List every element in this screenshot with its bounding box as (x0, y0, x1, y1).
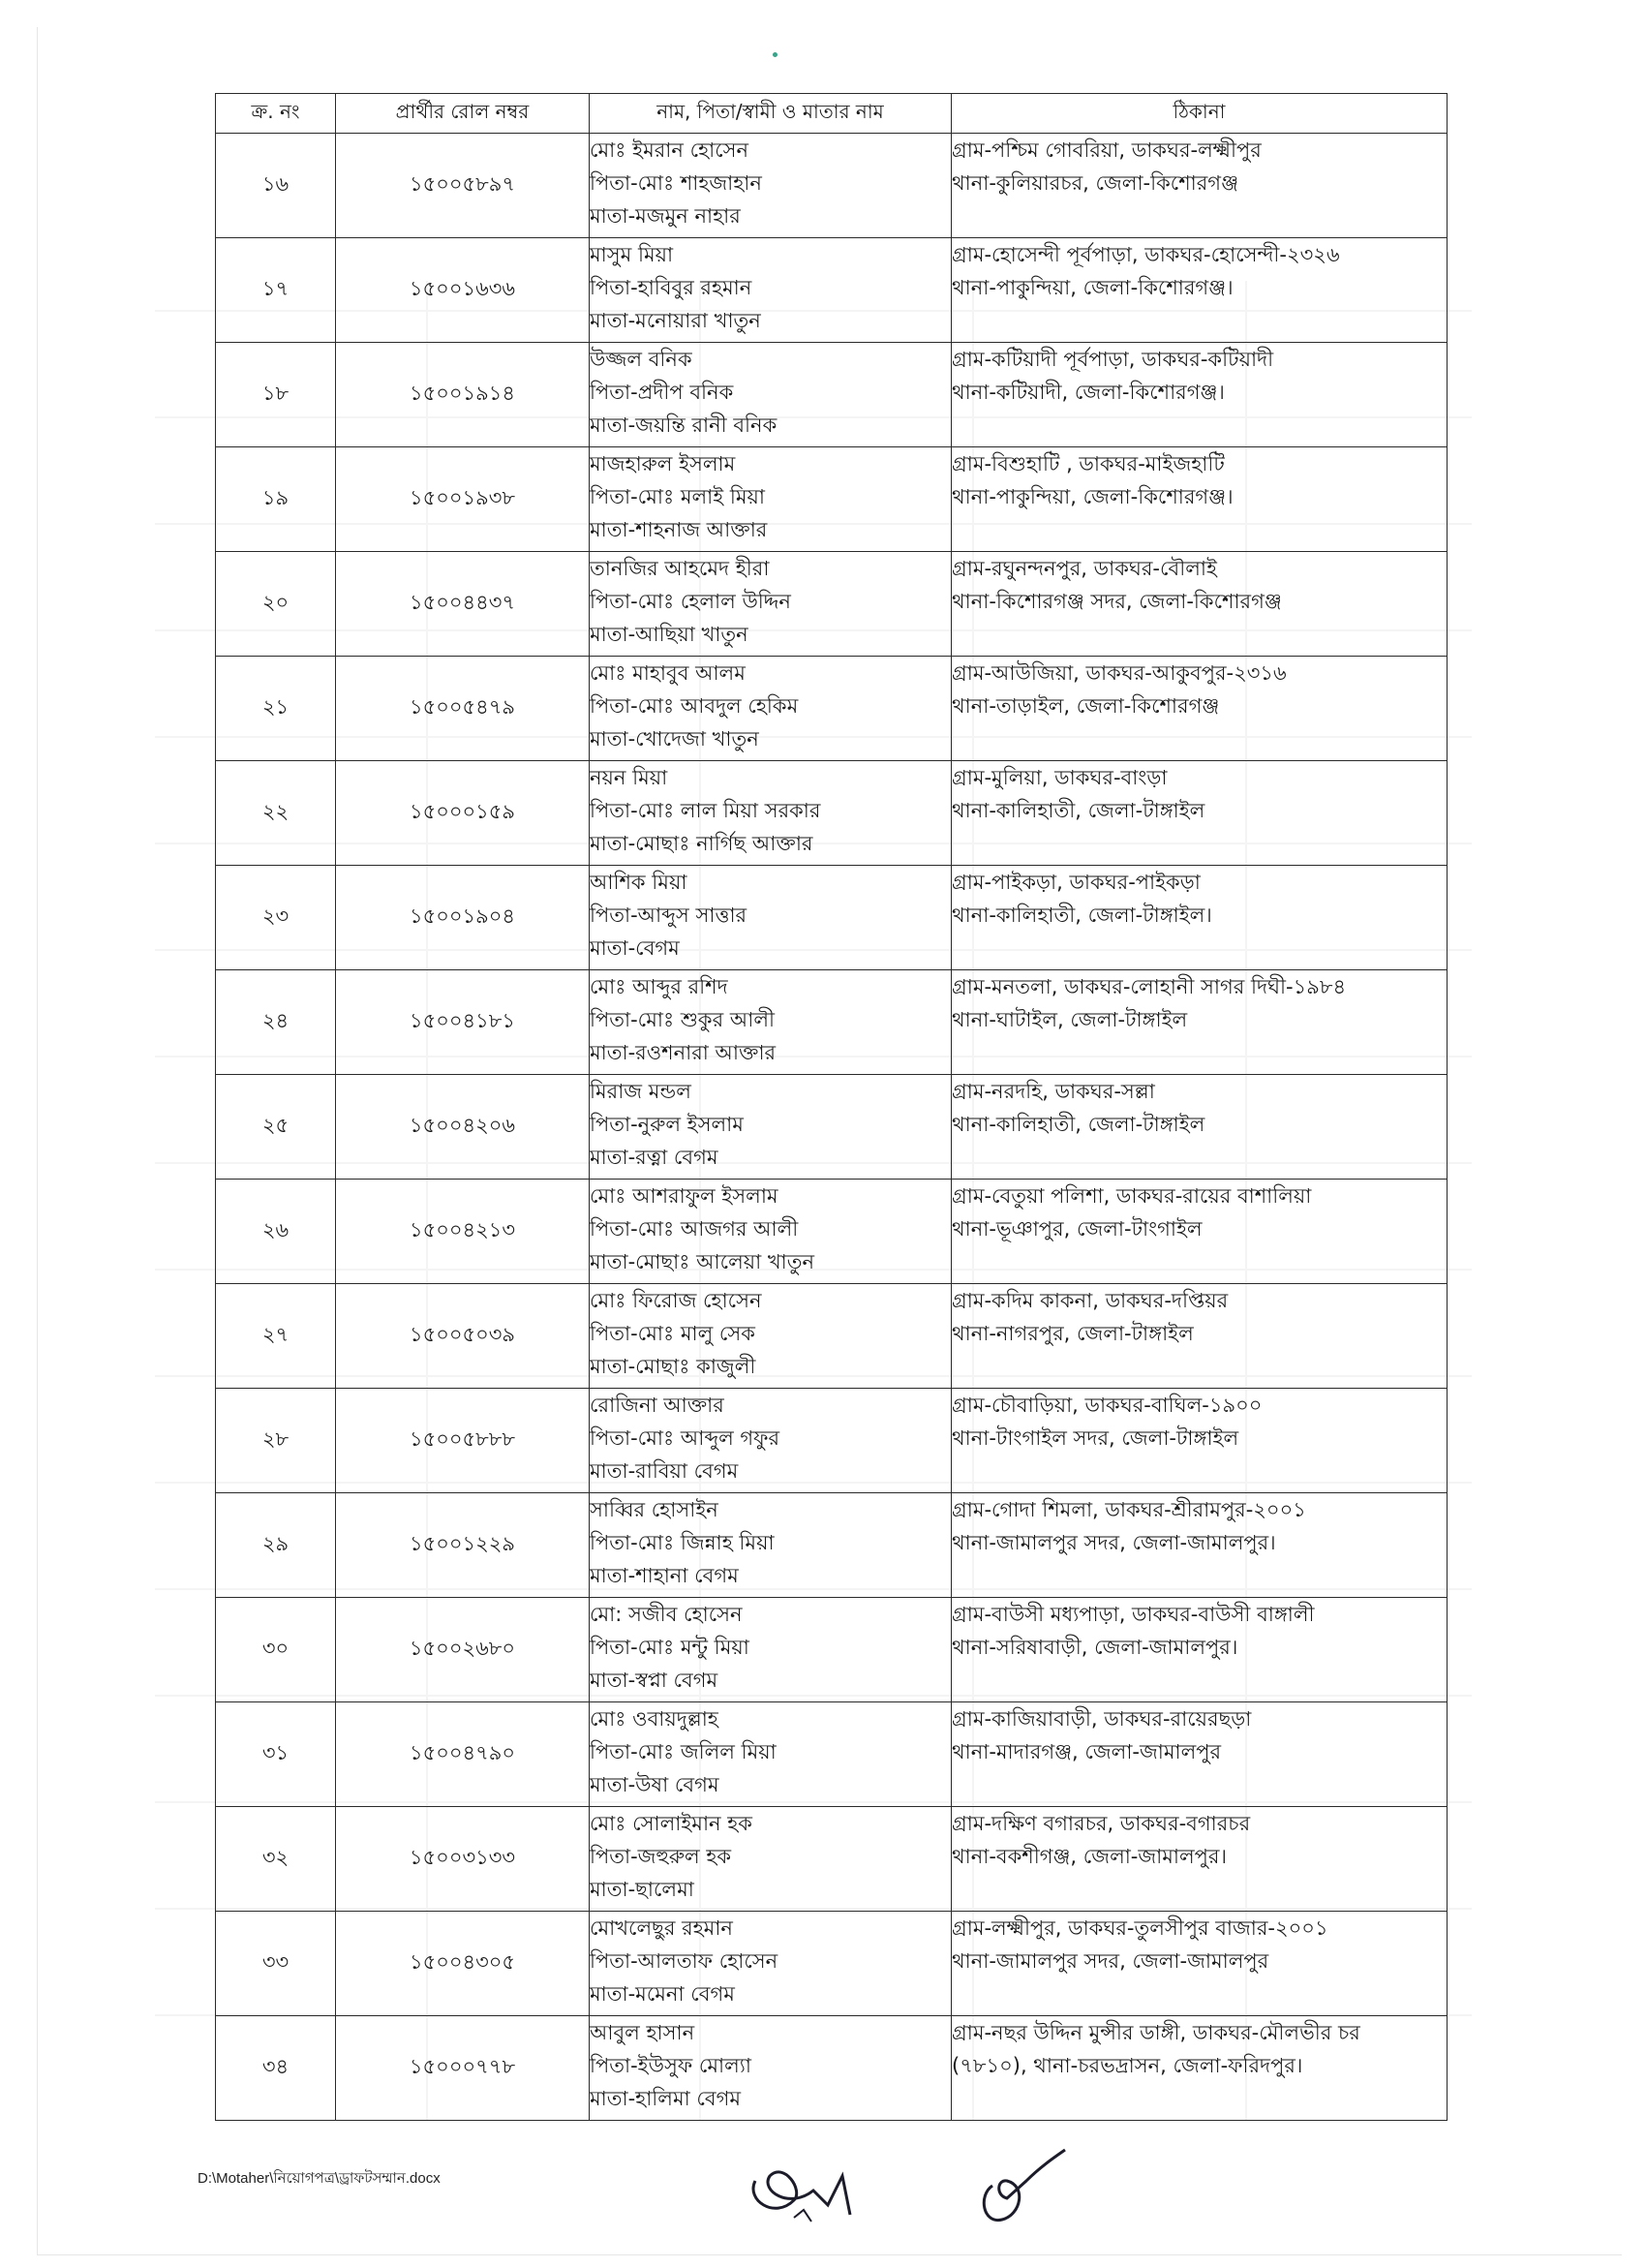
father-name: পিতা-ইউসুফ মোল্যা (590, 2054, 751, 2077)
table-row (216, 447, 1448, 552)
table-row (216, 1493, 1448, 1598)
table-row (216, 1598, 1448, 1702)
table-row (216, 657, 1448, 761)
table-header-row (216, 94, 1448, 134)
table-row (216, 552, 1448, 657)
address-line-1: গ্রাম-কটিয়াদী পূর্বপাড়া, ডাকঘর-কটিয়াদী (952, 348, 1274, 371)
table-row (216, 1284, 1448, 1389)
cell-name (590, 1284, 952, 1389)
candidate-name: মোঃ মাহাবুব আলম (590, 661, 746, 685)
cell-name (590, 552, 952, 657)
candidate-name: মাসুম মিয়া (590, 243, 674, 266)
cell-roll: ১৫০০২৬৮০ (336, 1598, 590, 1702)
cell-name (590, 447, 952, 552)
cell-address (952, 657, 1448, 761)
mother-name: মাতা-রত্না বেগম (590, 1146, 718, 1169)
candidate-name: মিরাজ মন্ডল (590, 1080, 691, 1103)
candidate-name: নয়ন মিয়া (590, 766, 668, 789)
mother-name: মাতা-মজমুন নাহার (590, 204, 741, 228)
cell-serial: ২৮ (216, 1389, 336, 1493)
candidate-name: রোজিনা আক্তার (590, 1394, 724, 1417)
cell-roll: ১৫০০১৬৩৬ (336, 238, 590, 343)
address-line-2: থানা-কুলিয়ারচর, জেলা-কিশোরগঞ্জ (952, 171, 1239, 195)
mother-name: মাতা-শাহনাজ আক্তার (590, 518, 768, 541)
address-line-2: থানা-পাকুন্দিয়া, জেলা-কিশোরগঞ্জ। (952, 276, 1234, 299)
cell-address (952, 134, 1448, 238)
address-line-2: থানা-ঘাটাইল, জেলা-টাঙ্গাইল (952, 1008, 1188, 1031)
footer-file-path: D:\Motaher\নিয়োগপত্র\ড্রাফটসম্মান.docx (198, 2170, 441, 2187)
table-row (216, 238, 1448, 343)
address-line-1: গ্রাম-নছর উদ্দিন মুন্সীর ডাঙ্গী, ডাকঘর-মৌলভীর চর (952, 2021, 1360, 2044)
address-line-2: থানা-সরিষাবাড়ী, জেলা-জামালপুর। (952, 1636, 1238, 1659)
mother-name: মাতা-মমেনা বেগম (590, 1982, 735, 2006)
cell-roll: ১৫০০৪৭৯০ (336, 1702, 590, 1807)
cell-serial: ২৪ (216, 970, 336, 1075)
cell-name (590, 134, 952, 238)
father-name: পিতা-মোঃ আবদুল হেকিম (590, 694, 799, 718)
address-line-2: থানা-ভূঞাপুর, জেলা-টাংগাইল (952, 1217, 1203, 1241)
cell-address (952, 1702, 1448, 1807)
cell-address (952, 1912, 1448, 2016)
candidate-name: মো: সজীব হোসেন (590, 1603, 743, 1626)
ink-dot (773, 52, 777, 57)
table-row (216, 1389, 1448, 1493)
header-roll: প্রার্থীর রোল নম্বর (336, 94, 590, 134)
address-line-1: গ্রাম-নরদহি, ডাকঘর-সল্লা (952, 1080, 1155, 1103)
cell-serial: ২০ (216, 552, 336, 657)
cell-roll: ১৫০০১৯০৪ (336, 866, 590, 970)
cell-serial: ২৩ (216, 866, 336, 970)
address-line-1: গ্রাম-হোসেন্দী পূর্বপাড়া, ডাকঘর-হোসেন্দী-২৩২৬ (952, 243, 1340, 266)
cell-name (590, 238, 952, 343)
cell-name (590, 761, 952, 866)
mother-name: মাতা-মোছাঃ কাজুলী (590, 1355, 756, 1378)
address-line-1: গ্রাম-বেতুয়া পলিশা, ডাকঘর-রায়ের বাশালিয়া (952, 1184, 1312, 1208)
address-line-2: থানা-টাংগাইল সদর, জেলা-টাঙ্গাইল (952, 1426, 1239, 1450)
address-line-2: থানা-কিশোরগঞ্জ সদর, জেলা-কিশোরগঞ্জ (952, 590, 1282, 613)
cell-roll: ১৫০০৪২১৩ (336, 1180, 590, 1284)
table-row (216, 1180, 1448, 1284)
address-line-1: গ্রাম-গোদা শিমলা, ডাকঘর-শ্রীরামপুর-২০০১ (952, 1498, 1306, 1521)
mother-name: মাতা-ছালেমা (590, 1878, 694, 1901)
cell-roll: ১৫০০১৯৩৮ (336, 447, 590, 552)
cell-roll: ১৫০০৪২০৬ (336, 1075, 590, 1180)
address-line-1: গ্রাম-লক্ষ্মীপুর, ডাকঘর-তুলসীপুর বাজার-২০০১ (952, 1916, 1328, 1940)
cell-name (590, 657, 952, 761)
candidate-name: মাজহারুল ইসলাম (590, 452, 736, 475)
cell-address (952, 1389, 1448, 1493)
father-name: পিতা-জহুরুল হক (590, 1845, 732, 1868)
candidate-name: সাব্বির হোসাইন (590, 1498, 718, 1521)
cell-address (952, 866, 1448, 970)
mother-name: মাতা-খোদেজা খাতুন (590, 727, 759, 751)
mother-name: মাতা-মনোয়ারা খাতুন (590, 309, 761, 332)
father-name: পিতা-মোঃ জিন্নাহ মিয়া (590, 1531, 775, 1554)
cell-address (952, 343, 1448, 447)
address-line-1: গ্রাম-রঘুনন্দনপুর, ডাকঘর-বৌলাই (952, 557, 1217, 580)
father-name: পিতা-আলতাফ হোসেন (590, 1949, 778, 1973)
cell-address (952, 970, 1448, 1075)
cell-roll: ১৫০০৪৩০৫ (336, 1912, 590, 2016)
mother-name: মাতা-জয়ন্তি রানী বনিক (590, 414, 777, 437)
father-name: পিতা-মোঃ মন্টু মিয়া (590, 1636, 749, 1659)
candidate-name: মোঃ আব্দুর রশিদ (590, 975, 728, 998)
cell-roll: ১৫০০৫৪৭৯ (336, 657, 590, 761)
mother-name: মাতা-রওশনারা আক্তার (590, 1041, 777, 1064)
signature-1 (736, 2142, 871, 2229)
candidate-name: মোঃ ইমরান হোসেন (590, 138, 749, 162)
cell-serial: ৩০ (216, 1598, 336, 1702)
candidate-name: মোঃ ফিরোজ হোসেন (590, 1289, 762, 1312)
candidate-name: তানজির আহমেদ হীরা (590, 557, 770, 580)
table-row (216, 970, 1448, 1075)
cell-serial: ৩৪ (216, 2016, 336, 2121)
cell-roll: ১৫০০৫৮৮৮ (336, 1389, 590, 1493)
mother-name: মাতা-হালিমা বেগম (590, 2087, 742, 2110)
candidate-name: মোঃ আশরাফুল ইসলাম (590, 1184, 778, 1208)
father-name: পিতা-মোঃ জলিল মিয়া (590, 1740, 777, 1763)
candidate-name: মোখলেছুর রহমান (590, 1916, 733, 1940)
cell-name (590, 1912, 952, 2016)
candidate-name: উজ্জল বনিক (590, 348, 692, 371)
mother-name: মাতা-রাবিয়া বেগম (590, 1459, 739, 1483)
address-line-1: গ্রাম-বাউসী মধ্যপাড়া, ডাকঘর-বাউসী বাঙ্গালী (952, 1603, 1315, 1626)
cell-roll: ১৫০০৩১৩৩ (336, 1807, 590, 1912)
header-serial: ক্র. নং (216, 94, 336, 134)
cell-roll: ১৫০০০৭৭৮ (336, 2016, 590, 2121)
cell-roll: ১৫০০৫৮৯৭ (336, 134, 590, 238)
cell-address (952, 2016, 1448, 2121)
cell-roll: ১৫০০০১৫৯ (336, 761, 590, 866)
cell-address (952, 552, 1448, 657)
father-name: পিতা-মোঃ মালু সেক (590, 1322, 755, 1345)
father-name: পিতা-মোঃ হেলাল উদ্দিন (590, 590, 791, 613)
cell-address (952, 1075, 1448, 1180)
cell-roll: ১৫০০৪১৮১ (336, 970, 590, 1075)
address-line-2: থানা-কালিহাতী, জেলা-টাঙ্গাইল (952, 799, 1205, 822)
address-line-2: থানা-পাকুন্দিয়া, জেলা-কিশোরগঞ্জ। (952, 485, 1234, 508)
table-row (216, 1702, 1448, 1807)
cell-serial: ২৬ (216, 1180, 336, 1284)
table-row (216, 343, 1448, 447)
father-name: পিতা-হাবিবুর রহমান (590, 276, 752, 299)
cell-address (952, 238, 1448, 343)
address-line-1: গ্রাম-কদিম কাকনা, ডাকঘর-দপ্তিয়র (952, 1289, 1229, 1312)
cell-name (590, 970, 952, 1075)
mother-name: মাতা-শাহানা বেগম (590, 1564, 739, 1587)
candidate-name: আশিক মিয়া (590, 871, 687, 894)
cell-name (590, 1807, 952, 1912)
cell-name (590, 1598, 952, 1702)
address-line-1: গ্রাম-বিশুহাটি , ডাকঘর-মাইজহাটি (952, 452, 1225, 475)
address-line-1: গ্রাম-চৌবাড়িয়া, ডাকঘর-বাঘিল-১৯০০ (952, 1394, 1263, 1417)
mother-name: মাতা-উষা বেগম (590, 1773, 719, 1796)
address-line-1: গ্রাম-মুলিয়া, ডাকঘর-বাংড়া (952, 766, 1168, 789)
table-row (216, 761, 1448, 866)
cell-serial: ১৬ (216, 134, 336, 238)
cell-serial: ১৭ (216, 238, 336, 343)
address-line-2: থানা-তাড়াইল, জেলা-কিশোরগঞ্জ (952, 694, 1220, 718)
cell-roll: ১৫০০৪৪৩৭ (336, 552, 590, 657)
table-row (216, 134, 1448, 238)
cell-name (590, 2016, 952, 2121)
address-line-2: থানা-কটিয়াদী, জেলা-কিশোরগঞ্জ। (952, 381, 1225, 404)
cell-address (952, 1598, 1448, 1702)
signature-2 (968, 2142, 1075, 2239)
address-line-1: গ্রাম-কাজিয়াবাড়ী, ডাকঘর-রায়েরছড়া (952, 1707, 1252, 1731)
address-line-2: (৭৮১০), থানা-চরভদ্রাসন, জেলা-ফরিদপুর। (952, 2054, 1303, 2077)
cell-address (952, 1180, 1448, 1284)
mother-name: মাতা-আছিয়া খাতুন (590, 623, 748, 646)
cell-serial: ২১ (216, 657, 336, 761)
father-name: পিতা-মোঃ শুকুর আলী (590, 1008, 775, 1031)
cell-address (952, 1284, 1448, 1389)
table-row (216, 866, 1448, 970)
header-name: নাম, পিতা/স্বামী ও মাতার নাম (590, 94, 952, 134)
mother-name: মাতা-মোছাঃ নার্গিছ আক্তার (590, 832, 813, 855)
address-line-1: গ্রাম-পশ্চিম গোবরিয়া, ডাকঘর-লক্ষ্মীপুর (952, 138, 1262, 162)
father-name: পিতা-মোঃ আজগর আলী (590, 1217, 799, 1241)
table-row (216, 2016, 1448, 2121)
address-line-2: থানা-নাগরপুর, জেলা-টাঙ্গাইল (952, 1322, 1194, 1345)
cell-address (952, 1807, 1448, 1912)
cell-serial: ২৭ (216, 1284, 336, 1389)
cell-serial: ৩২ (216, 1807, 336, 1912)
cell-address (952, 1493, 1448, 1598)
father-name: পিতা-মোঃ মলাই মিয়া (590, 485, 765, 508)
cell-name (590, 1180, 952, 1284)
table-row (216, 1912, 1448, 2016)
cell-serial: ২৯ (216, 1493, 336, 1598)
address-line-1: গ্রাম-পাইকড়া, ডাকঘর-পাইকড়া (952, 871, 1201, 894)
cell-roll: ১৫০০১২২৯ (336, 1493, 590, 1598)
father-name: পিতা-মোঃ আব্দুল গফুর (590, 1426, 780, 1450)
header-address: ঠিকানা (952, 94, 1448, 134)
address-line-2: থানা-জামালপুর সদর, জেলা-জামালপুর (952, 1949, 1269, 1973)
cell-name (590, 1075, 952, 1180)
father-name: পিতা-প্রদীপ বনিক (590, 381, 734, 404)
candidate-name: মোঃ সোলাইমান হক (590, 1812, 752, 1835)
address-line-1: গ্রাম-দক্ষিণ বগারচর, ডাকঘর-বগারচর (952, 1812, 1251, 1835)
address-line-2: থানা-বকশীগঞ্জ, জেলা-জামালপুর। (952, 1845, 1227, 1868)
mother-name: মাতা-মোছাঃ আলেয়া খাতুন (590, 1250, 815, 1273)
candidate-name: মোঃ ওবায়দুল্লাহ (590, 1707, 718, 1731)
table-row (216, 1075, 1448, 1180)
table-row (216, 1807, 1448, 1912)
cell-serial: ১৮ (216, 343, 336, 447)
father-name: পিতা-আব্দুস সাত্তার (590, 904, 747, 927)
address-line-1: গ্রাম-আউজিয়া, ডাকঘর-আকুবপুর-২৩১৬ (952, 661, 1287, 685)
father-name: পিতা-মোঃ লাল মিয়া সরকার (590, 799, 821, 822)
father-name: পিতা-মোঃ শাহজাহান (590, 171, 762, 195)
cell-name (590, 1702, 952, 1807)
candidate-name: আবুল হাসান (590, 2021, 695, 2044)
mother-name: মাতা-বেগম (590, 936, 680, 960)
cell-serial: ৩১ (216, 1702, 336, 1807)
father-name: পিতা-নুরুল ইসলাম (590, 1113, 744, 1136)
cell-roll: ১৫০০১৯১৪ (336, 343, 590, 447)
cell-serial: ২৫ (216, 1075, 336, 1180)
address-line-2: থানা-জামালপুর সদর, জেলা-জামালপুর। (952, 1531, 1276, 1554)
cell-roll: ১৫০০৫০৩৯ (336, 1284, 590, 1389)
cell-address (952, 761, 1448, 866)
address-line-2: থানা-কালিহাতী, জেলা-টাঙ্গাইল। (952, 904, 1212, 927)
address-line-2: থানা-মাদারগঞ্জ, জেলা-জামালপুর (952, 1740, 1222, 1763)
cell-address (952, 447, 1448, 552)
cell-name (590, 343, 952, 447)
cell-serial: ২২ (216, 761, 336, 866)
mother-name: মাতা-স্বপ্না বেগম (590, 1669, 718, 1692)
cell-serial: ৩৩ (216, 1912, 336, 2016)
cell-name (590, 866, 952, 970)
address-line-2: থানা-কালিহাতী, জেলা-টাঙ্গাইল (952, 1113, 1205, 1136)
cell-name (590, 1389, 952, 1493)
cell-serial: ১৯ (216, 447, 336, 552)
address-line-1: গ্রাম-মনতলা, ডাকঘর-লোহানী সাগর দিঘী-১৯৮৪ (952, 975, 1347, 998)
candidate-table (215, 93, 1448, 2121)
cell-name (590, 1493, 952, 1598)
